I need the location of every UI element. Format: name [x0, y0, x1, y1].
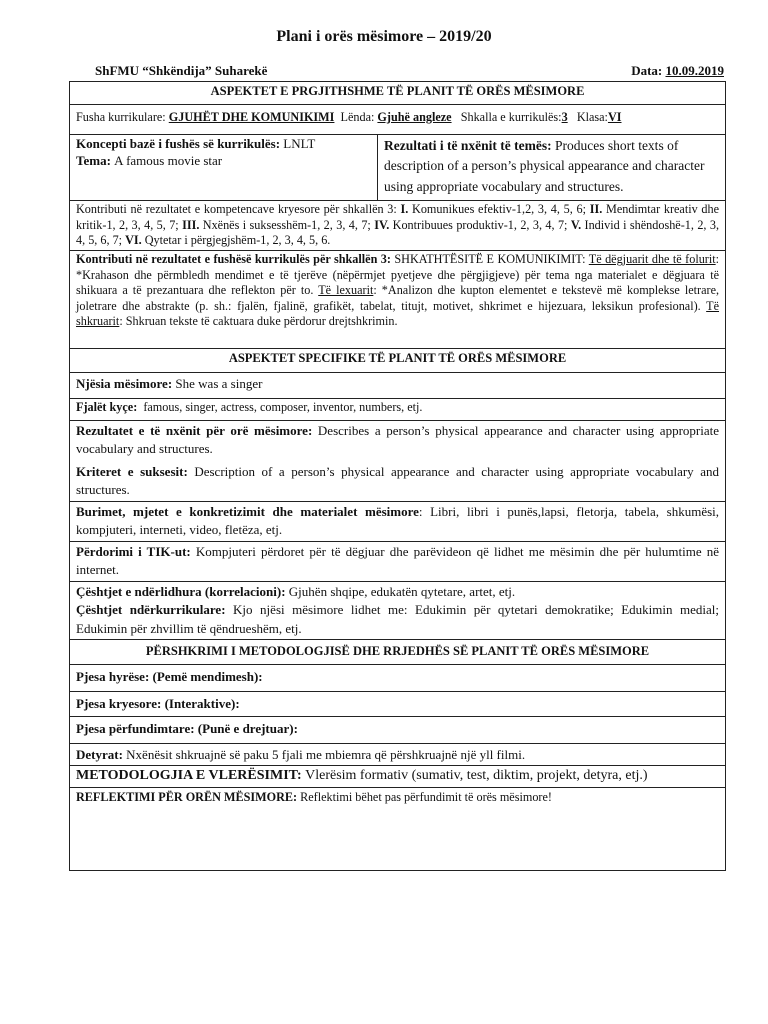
- competency-text: Qytetar i përgjegjshëm-1, 2, 3, 4, 5, 6.: [141, 233, 331, 248]
- cross-curricular: [76, 601, 719, 638]
- ict-label: Përdorimi i TIK-ut:: [76, 543, 196, 559]
- field-results-cell: [70, 251, 726, 349]
- field-results-text: SHKATHTËSITË E KOMUNIKIMIT:: [390, 252, 589, 266]
- field-results-text: : Shkruan tekste të caktuara duke përdorur drejtshkrimin.: [119, 314, 398, 329]
- concept-cell: [70, 135, 378, 201]
- field-value: GJUHËT DHE KOMUNIKIMI: [168, 110, 335, 124]
- lesson-plan-table: [69, 81, 726, 871]
- correlation-row: [70, 581, 726, 639]
- general-aspects-header: ASPEKTET E PRGJITHSHME TË PLANIT TË ORËS MËSIMORE: [70, 82, 726, 105]
- lesson-results: [76, 422, 719, 459]
- lesson-results-row: [70, 421, 726, 502]
- theme-result-cell: [378, 135, 726, 201]
- homework-row: [70, 744, 726, 766]
- school-name: ShFMU “Shkëndija” Suharekë: [95, 63, 268, 78]
- homework-value: Nxënësit shkruajnë së paku 5 fjali me mbiemra që përshkruajnë një yll filmi.: [126, 747, 526, 763]
- competency-text: Kontribuues produktiv-1, 2, 3, 4, 7;: [389, 217, 571, 232]
- class-value: VI: [607, 110, 622, 124]
- main-part: Pjesa kryesore: (Interaktive):: [70, 692, 726, 717]
- intro-part: Pjesa hyrëse: (Pemë mendimesh):: [70, 665, 726, 692]
- correlation: [76, 583, 719, 601]
- competency-numeral: I.: [400, 202, 409, 216]
- subject-value: Gjuhë angleze: [377, 110, 452, 124]
- competency-numeral: IV.: [374, 217, 390, 232]
- reflection-row: [70, 788, 726, 871]
- field-results-text: : *Analizon dhe kupton elementet e tekstevë më komplekse letrare, joletrare dhe abstrakte (p. sh.: fjalën, fjalinë, grafikët, tabelat, titujt, motivet, shkrimet e hijezuara, leksikun profesional).: [76, 283, 720, 313]
- success-criteria: [76, 463, 719, 500]
- criteria-label: Kriteret e suksesit:: [76, 463, 195, 479]
- resources-label: Burimet, mjetet e konkretizimit dhe materialet mësimore: [76, 503, 419, 519]
- correlation-value: Gjuhën shqipe, edukatën qytetare, artet, etj.: [288, 583, 516, 599]
- class-label: Klasa:: [567, 110, 608, 124]
- concept-value: LNLT: [283, 136, 316, 151]
- competency-text: Individ i shëndoshë-1, 2, 3, 4, 5, 6, 7;: [76, 217, 720, 248]
- date-label: Data:: [631, 63, 666, 78]
- methodology-header: PËRSHKRIMI I METODOLOGJISË DHE RRJEDHËS SË PLANIT TË ORËS MËSIMORE: [70, 640, 726, 665]
- field-results-subheading: Të dëgjuarit dhe të folurit: [588, 252, 716, 266]
- theme-result-label: Rezultati i të nxënit të temës:: [384, 138, 555, 153]
- competency-numeral: III.: [182, 217, 200, 232]
- curriculum-row: [70, 105, 726, 135]
- competency-numeral: II.: [589, 202, 603, 216]
- subject-label: Lënda:: [334, 110, 378, 124]
- competency-text: Mendimtar kreativ dhe kritik-1, 2, 3, 4, 5, 7;: [76, 202, 720, 232]
- criteria-value: Description of a person’s physical appearance and character using appropriate vocabulary and structures.: [76, 463, 719, 498]
- date: [631, 63, 724, 79]
- level-label: Shkalla e kurrikulës:: [451, 110, 562, 124]
- competency-numeral: VI.: [125, 233, 142, 248]
- assessment-label: METODOLOGJIA E VLERËSIMIT:: [76, 768, 306, 784]
- resources-value: : Libri, libri i punës,lapsi, fletorja, tabela, shkumësi, kompjuteri, interneti, video, fletëza, etj.: [76, 503, 720, 538]
- unit-value: She was a singer: [175, 376, 263, 391]
- resources-row: [70, 501, 726, 541]
- cross-curricular-label: Çështjet ndërkurrikulare:: [76, 602, 234, 618]
- keywords-row: [70, 399, 726, 421]
- specific-aspects-header: ASPEKTET SPECIFIKE TË PLANIT TË ORËS MËSIMORE: [70, 349, 726, 373]
- concept-label: Koncepti bazë i fushës së kurrikulës:: [76, 136, 284, 151]
- ict-value: Kompjuteri përdoret për të dëgjuar dhe parëvideon që lidhet me mësimin dhe për hulumtime në internet.: [76, 543, 720, 578]
- homework-label: Detyrat:: [76, 747, 127, 763]
- competency-text: Komunikues efektiv-1,2, 3, 4, 5, 6;: [408, 202, 590, 216]
- keywords-value: famous, singer, actress, composer, inventor, numbers, etj.: [137, 400, 423, 414]
- correlation-label: Çështjet e ndërlidhura (korrelacioni):: [76, 583, 289, 599]
- cross-curricular-value: Kjo njësi mësimore lidhet me: Edukimin për qytetari demokratike; Edukimin medial; Edukimin për zhvillim të qëndrueshëm, etj.: [76, 602, 719, 636]
- reflection-value: Reflektimi bëhet pas përfundimit të orës mësimore!: [300, 790, 552, 805]
- keywords-label: Fjalët kyçe:: [76, 400, 138, 414]
- field-results-subheading: Të lexuarit: [318, 283, 374, 298]
- key-competencies-cell: [70, 201, 726, 251]
- lesson-results-value: Describes a person’s physical appearance and character using appropriate vocabulary and structures.: [76, 423, 719, 457]
- competency-numeral: V.: [570, 217, 582, 232]
- lesson-results-label: Rezultatet e të nxënit për orë mësimore:: [76, 423, 318, 438]
- date-value: 10.09.2019: [665, 63, 724, 78]
- assessment-value: Vlerësim formativ (sumativ, test, diktim, projekt, detyra, etj.): [305, 768, 648, 784]
- ict-row: [70, 541, 726, 581]
- unit-label: Njësia mësimore:: [76, 376, 176, 391]
- theme-result-value: Produces short texts of description of a person’s physical appearance and character using appropriate vocabulary and structures.: [384, 138, 705, 194]
- assessment-row: [70, 766, 726, 788]
- final-part: Pjesa përfundimtare: (Punë e drejtuar):: [70, 717, 726, 744]
- reflection-label: REFLEKTIMI PËR ORËN MËSIMORE:: [76, 790, 301, 805]
- field-results-subheading: Të shkruarit: [76, 298, 720, 329]
- field-label: Fusha kurrikulare:: [76, 110, 169, 124]
- theme-value: A famous movie star: [114, 152, 223, 168]
- document-title: Plani i orës mësimore – 2019/20: [276, 28, 492, 45]
- competency-text: Nxënës i suksesshëm-1, 2, 3, 4, 7;: [199, 217, 375, 232]
- field-results-label: Kontributi në rezultatet e fushësë kurrikulës për shkallën 3:: [76, 252, 391, 266]
- level-value: 3: [561, 110, 568, 124]
- unit-row: [70, 373, 726, 399]
- theme-label: Tema:: [76, 152, 115, 168]
- field-results-text: : *Krahason dhe përmbledh mendimet e të tjerëve (nëpërmjet pyetjeve dhe përgjigjeve) për tema nga materialet e dëgjuara të shikuara a të prezantuara dhe reflekton për to.: [76, 252, 720, 298]
- competency-text: Kontributi në rezultatet e kompetencave kryesore për shkallën 3:: [76, 202, 401, 216]
